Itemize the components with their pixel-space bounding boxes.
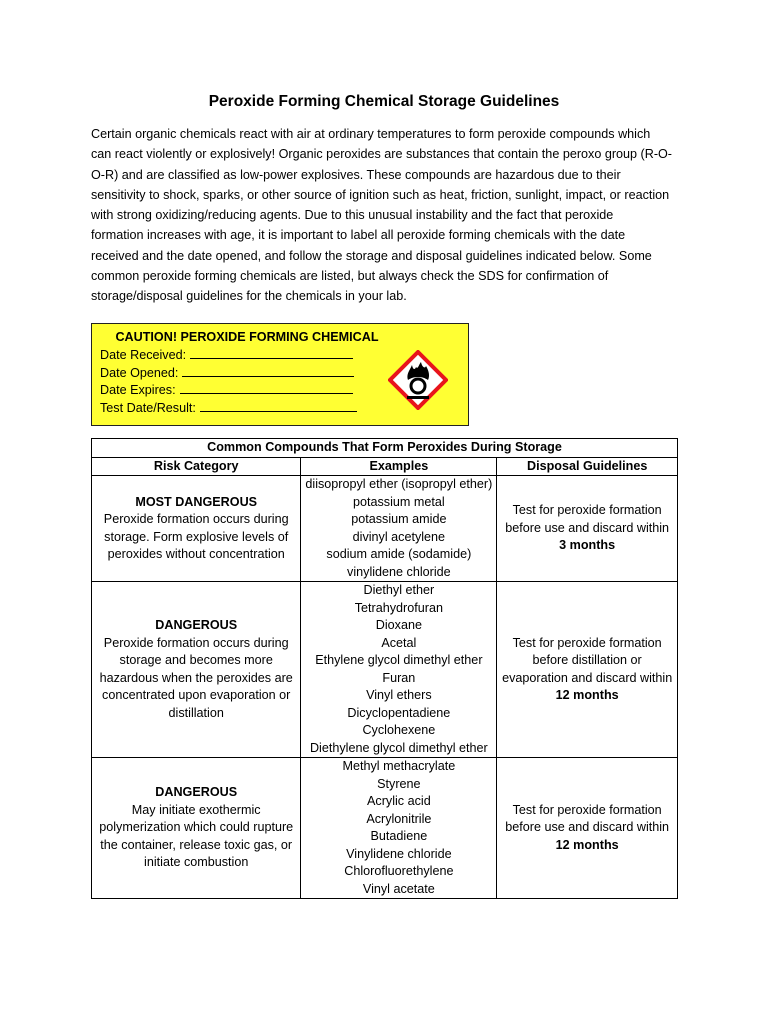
examples-list bbox=[305, 758, 492, 898]
date-received-label: Date Received: bbox=[100, 348, 187, 362]
disposal-text: Test for peroxide formation before use and discard within bbox=[505, 802, 670, 835]
intro-line: received and the date opened, and follow the storage and disposal guidelines indicated below. Some bbox=[91, 248, 652, 263]
test-date-result-label: Test Date/Result: bbox=[100, 400, 196, 415]
risk-cell bbox=[92, 758, 301, 899]
example-item: divinyl acetylene bbox=[352, 529, 446, 544]
oxidizer-flame-over-circle-icon bbox=[388, 350, 448, 410]
intro-line: O-R) and are classified as low-power explosives. These compounds are hazardous due to their bbox=[91, 167, 621, 182]
risk-cell bbox=[92, 476, 301, 582]
example-item: sodium amide (sodamide) bbox=[326, 547, 472, 561]
example-item: Dioxane bbox=[375, 618, 422, 632]
test-date-result-field bbox=[100, 400, 357, 418]
risk-title: DANGEROUS bbox=[155, 785, 238, 800]
example-item: Styrene bbox=[377, 776, 421, 791]
table-caption: Common Compounds That Form Peroxides During Storage bbox=[92, 439, 678, 458]
compounds-table bbox=[91, 438, 678, 899]
example-item: Acrylonitrile bbox=[366, 811, 432, 826]
date-expires-blank bbox=[180, 382, 353, 394]
disposal-cell bbox=[497, 758, 678, 899]
table-row bbox=[92, 476, 678, 582]
document-title: Peroxide Forming Chemical Storage Guidelines bbox=[208, 93, 560, 110]
intro-line: storage/disposal guidelines for the chemicals in your lab. bbox=[91, 289, 407, 304]
example-item: Methyl methacrylate bbox=[342, 759, 456, 773]
date-received-field bbox=[100, 347, 357, 365]
disposal-cell bbox=[497, 476, 678, 582]
date-opened-blank bbox=[182, 365, 354, 377]
disposal-text: Test for peroxide formation before distillation or evaporation and discard within bbox=[502, 635, 673, 685]
caution-label-fields bbox=[100, 347, 357, 417]
intro-line: Certain organic chemicals react with air at ordinary temperatures to form peroxide compounds which bbox=[91, 127, 651, 141]
disposal-cell bbox=[497, 582, 678, 758]
example-item: Butadiene bbox=[370, 829, 428, 843]
date-received-blank bbox=[190, 347, 353, 359]
date-opened-field bbox=[100, 365, 357, 383]
header-risk-category: Risk Category bbox=[92, 457, 301, 476]
intro-line: formation increases with age, it is important to label all peroxide forming chemicals with the date bbox=[91, 228, 626, 243]
example-item: potassium metal bbox=[353, 494, 445, 509]
disposal-period: 12 months bbox=[555, 688, 619, 702]
example-item: Diethyl ether bbox=[363, 583, 435, 597]
example-item: potassium amide bbox=[351, 512, 447, 526]
disposal-period: 12 months bbox=[555, 837, 619, 852]
intro-line: can react violently or explosively! Organic peroxides are substances that contain the peroxo group (R-O- bbox=[91, 147, 673, 162]
caution-label-heading: CAUTION! PEROXIDE FORMING CHEMICAL bbox=[115, 330, 379, 344]
risk-description: Peroxide formation occurs during storage. Form explosive levels of peroxides without concentration bbox=[103, 512, 289, 561]
caution-label bbox=[91, 323, 469, 426]
disposal-text: Test for peroxide formation before use and discard within bbox=[505, 503, 670, 535]
example-item: Ethylene glycol dimethyl ether bbox=[315, 653, 483, 667]
example-item: Furan bbox=[382, 670, 416, 685]
intro-line: sensitivity to shock, sparks, or other source of ignition such as heat, friction, sunlight, impact, or reaction bbox=[91, 187, 670, 202]
example-item: Vinylidene chloride bbox=[346, 846, 452, 861]
table-caption-row bbox=[92, 439, 678, 458]
example-item: vinylidene chloride bbox=[347, 564, 451, 579]
intro-paragraph bbox=[91, 124, 681, 307]
example-item: Cyclohexene bbox=[362, 723, 436, 737]
example-item: Vinyl acetate bbox=[362, 881, 435, 896]
example-item: Tetrahydrofuran bbox=[354, 600, 443, 615]
table-header-row bbox=[92, 457, 678, 476]
example-item: Chlorofluorethylene bbox=[344, 864, 454, 878]
example-item: Dicyclopentadiene bbox=[347, 705, 451, 720]
examples-cell bbox=[301, 582, 497, 758]
table-row bbox=[92, 758, 678, 899]
test-date-result-blank bbox=[200, 400, 357, 412]
header-disposal-guidelines: Disposal Guidelines bbox=[497, 457, 678, 476]
date-expires-field bbox=[100, 382, 357, 400]
disposal-period: 3 months bbox=[559, 538, 616, 553]
table-row bbox=[92, 582, 678, 758]
example-item: Vinyl ethers bbox=[366, 688, 432, 702]
examples-list bbox=[305, 582, 492, 757]
intro-line: with strong oxidizing/reducing agents. Due to this unusual instability and the fact that peroxide bbox=[91, 208, 614, 223]
example-item: Diethylene glycol dimethyl ether bbox=[309, 740, 488, 755]
example-item: Acrylic acid bbox=[367, 794, 431, 808]
risk-title: DANGEROUS bbox=[155, 618, 238, 632]
intro-line: common peroxide forming chemicals are listed, but always check the SDS for confirmation of bbox=[91, 269, 609, 284]
header-examples: Examples bbox=[301, 457, 497, 476]
date-opened-label: Date Opened: bbox=[100, 365, 179, 380]
example-item: Acetal bbox=[381, 635, 417, 650]
risk-cell bbox=[92, 582, 301, 758]
examples-cell bbox=[301, 758, 497, 899]
examples-list bbox=[305, 476, 492, 581]
risk-description: Peroxide formation occurs during storage and becomes more hazardous when the peroxides are concentrated upon evaporation or distillation bbox=[99, 635, 293, 720]
risk-title: MOST DANGEROUS bbox=[135, 494, 258, 509]
risk-description: May initiate exothermic polymerization which could rupture the container, release toxic gas, or initiate combustion bbox=[99, 802, 294, 870]
example-item: diisopropyl ether (isopropyl ether) bbox=[305, 477, 493, 491]
examples-cell bbox=[301, 476, 497, 582]
date-expires-label: Date Expires: bbox=[100, 383, 176, 397]
